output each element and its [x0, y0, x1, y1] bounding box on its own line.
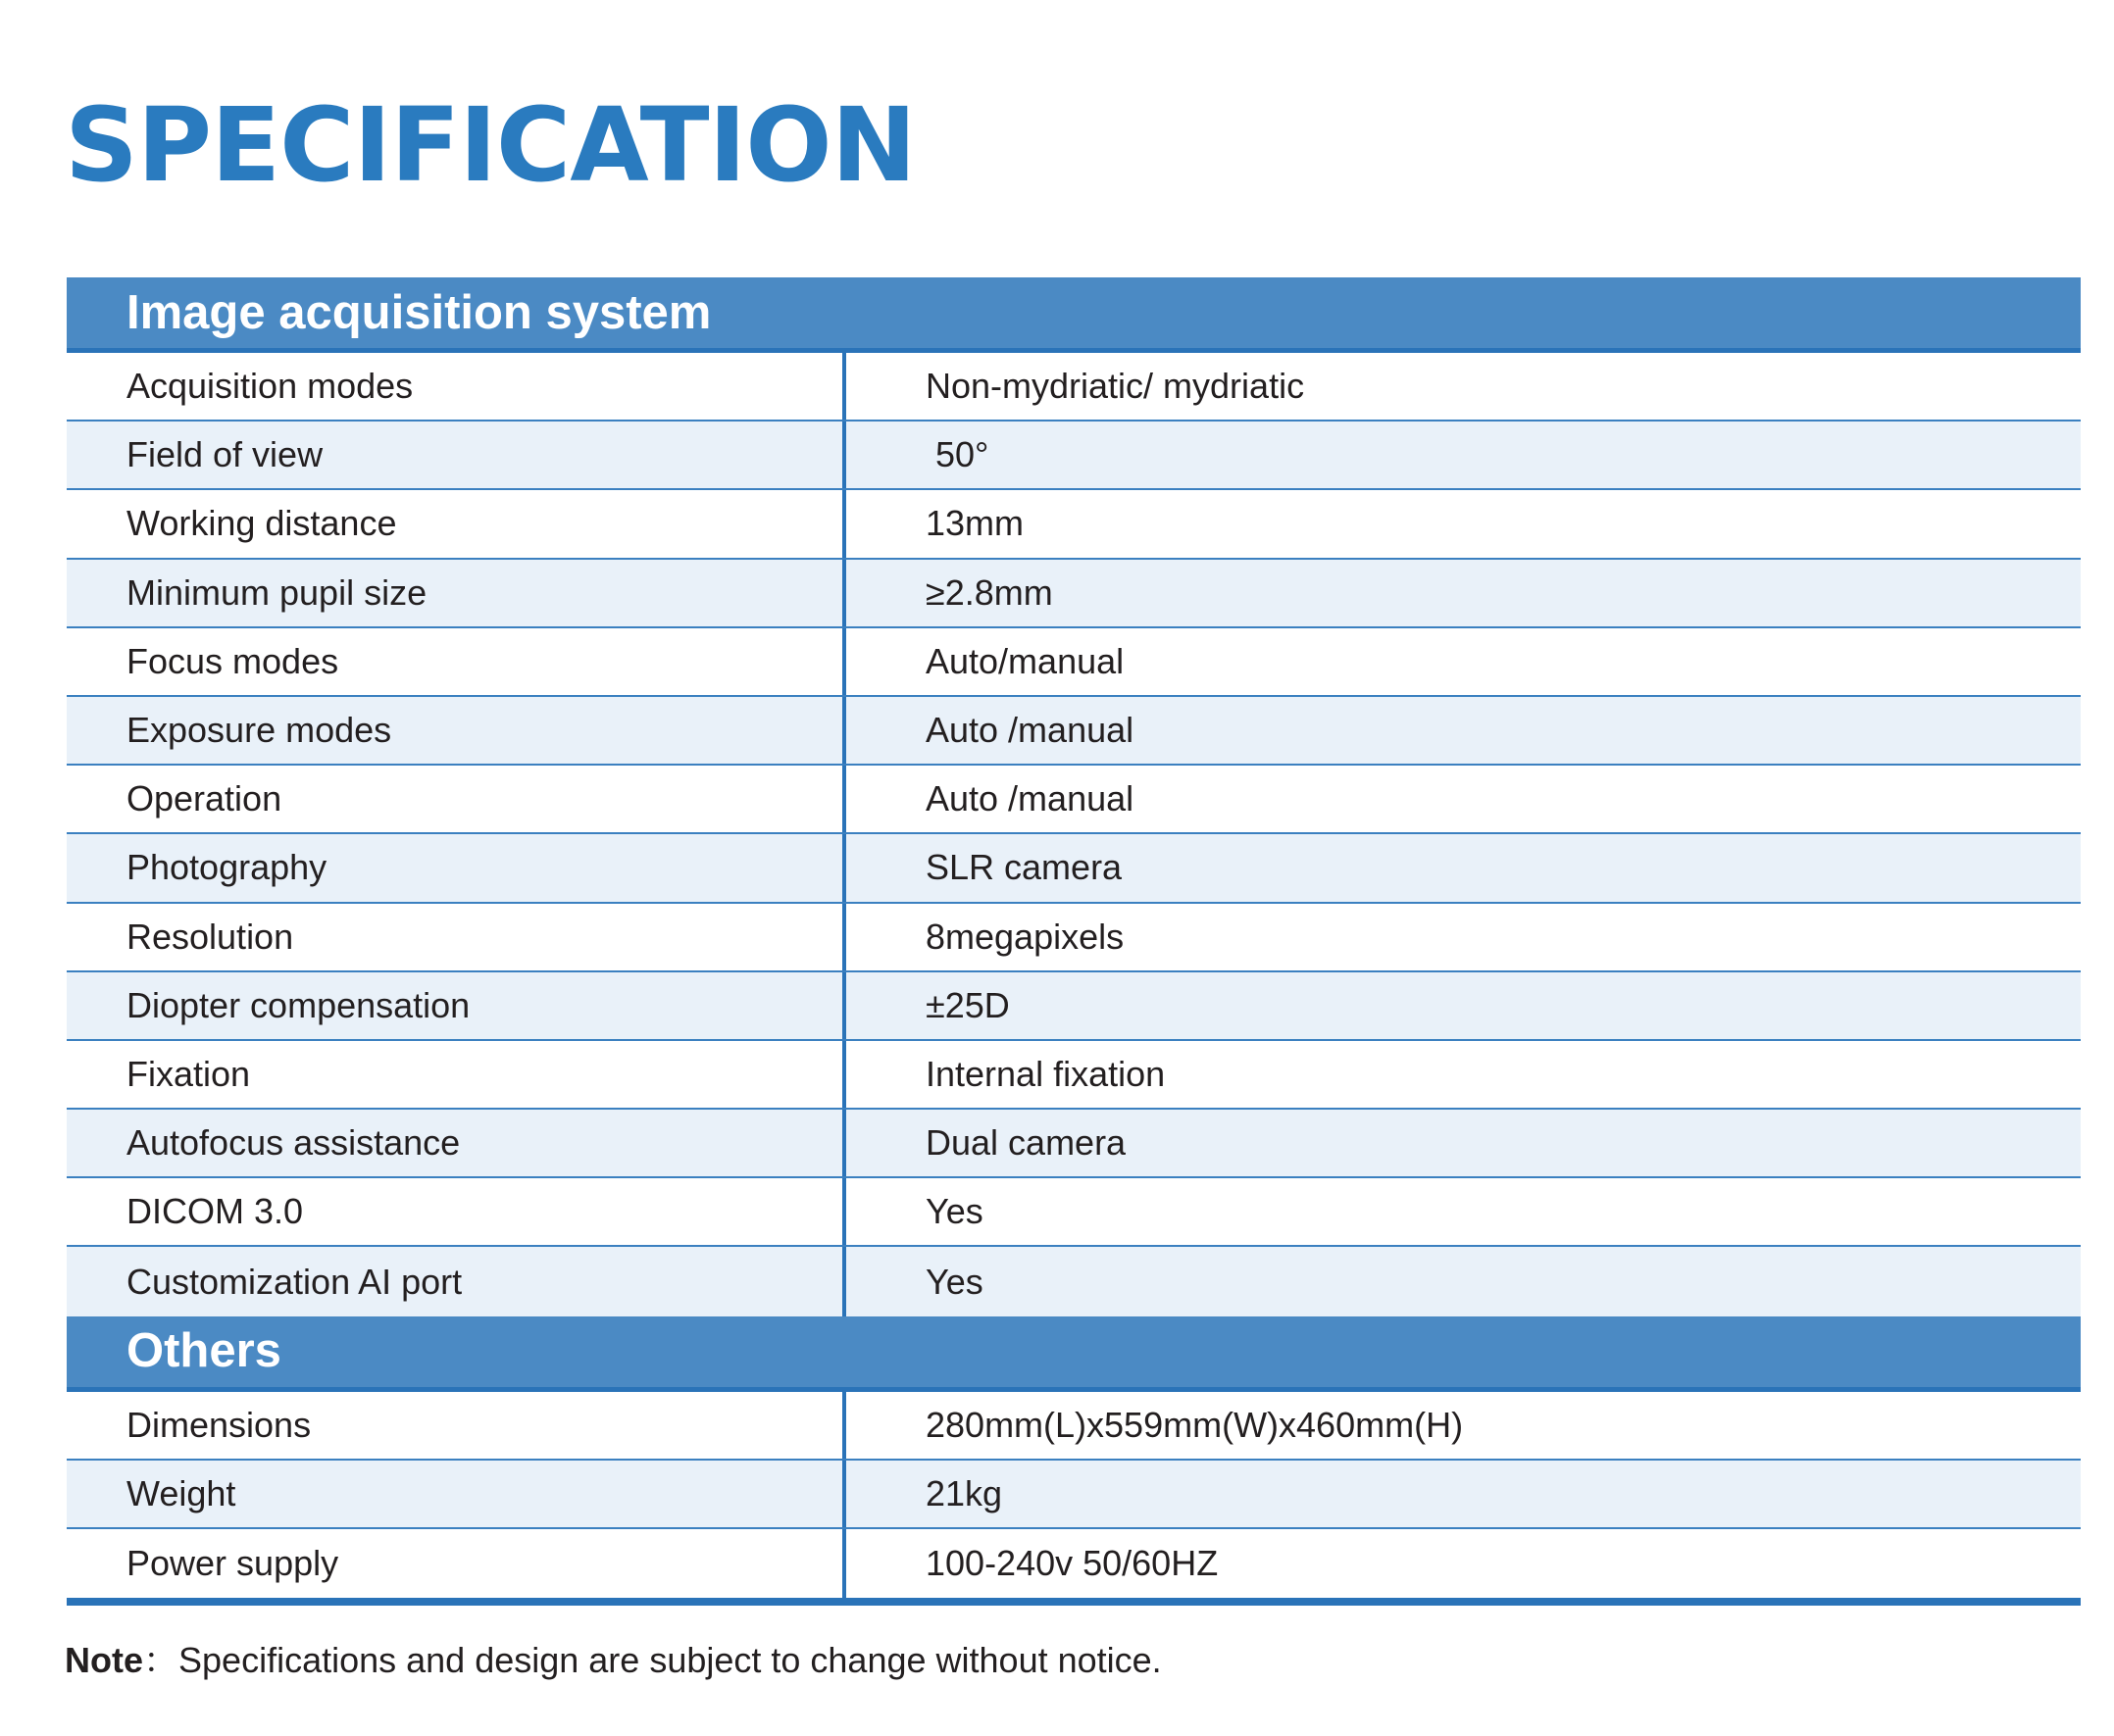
spec-value: 8megapixels [926, 916, 1125, 957]
spec-value: Yes [926, 1191, 983, 1232]
section-heading: Others [126, 1324, 281, 1378]
spec-label: Fixation [67, 1041, 846, 1108]
spec-value: 50° [926, 434, 989, 475]
spec-label: Autofocus assistance [67, 1110, 846, 1176]
table-row [67, 490, 2081, 559]
spec-value: ±25D [926, 984, 1010, 1025]
section-rows-image-acquisition [67, 353, 2081, 1316]
spec-value: 21kg [926, 1472, 1003, 1513]
spec-value: ≥2.8mm [926, 571, 1053, 613]
spec-value: SLR camera [926, 847, 1123, 888]
table-bottom-rule [67, 1598, 2081, 1606]
spec-label: Photography [67, 834, 846, 901]
table-row [67, 834, 2081, 903]
spec-label: Diopter compensation [67, 972, 846, 1039]
table-row [67, 904, 2081, 972]
spec-label: Exposure modes [67, 697, 846, 764]
spec-value: 100-240v 50/60HZ [926, 1543, 1219, 1584]
table-row [67, 766, 2081, 834]
table-row [67, 353, 2081, 422]
spec-label: Field of view [67, 422, 846, 488]
spec-label: Power supply [67, 1529, 846, 1598]
table-row [67, 628, 2081, 697]
section-header-image-acquisition [67, 277, 2081, 353]
spec-label: Dimensions [67, 1392, 846, 1459]
spec-label: Working distance [67, 490, 846, 557]
table-row [67, 1247, 2081, 1315]
table-row [67, 560, 2081, 628]
specification-table [67, 277, 2081, 1606]
spec-value: 280mm(L)x559mm(W)x460mm(H) [926, 1404, 1464, 1445]
spec-label: Minimum pupil size [67, 560, 846, 626]
footnote [65, 1640, 1162, 1680]
section-rows-others [67, 1392, 2081, 1599]
spec-value: Dual camera [926, 1122, 1127, 1164]
table-row [67, 1529, 2081, 1598]
spec-value: 13mm [926, 503, 1025, 544]
spec-value: Non-mydriatic/ mydriatic [926, 366, 1305, 407]
section-header-others [67, 1316, 2081, 1392]
note-separator: ： [143, 1640, 179, 1680]
spec-label: Acquisition modes [67, 353, 846, 420]
spec-value: Auto/manual [926, 640, 1125, 681]
spec-label: Weight [67, 1461, 846, 1527]
table-row [67, 972, 2081, 1041]
spec-value: Auto /manual [926, 778, 1134, 819]
table-row [67, 1461, 2081, 1529]
spec-value: Yes [926, 1261, 983, 1302]
spec-value: Auto /manual [926, 710, 1134, 751]
table-row [67, 1041, 2081, 1110]
spec-label: DICOM 3.0 [67, 1178, 846, 1245]
table-row [67, 697, 2081, 766]
note-label: Note [65, 1640, 143, 1680]
table-row [67, 1178, 2081, 1247]
page-title: SPECIFICATION [65, 85, 916, 205]
table-row [67, 1392, 2081, 1461]
spec-label: Focus modes [67, 628, 846, 695]
spec-label: Operation [67, 766, 846, 832]
table-row [67, 422, 2081, 490]
section-heading: Image acquisition system [126, 285, 712, 339]
note-text: Specifications and design are subject to change without notice. [178, 1640, 1162, 1680]
spec-value: Internal fixation [926, 1053, 1166, 1094]
spec-label: Customization AI port [67, 1247, 846, 1315]
table-row [67, 1110, 2081, 1178]
spec-label: Resolution [67, 904, 846, 970]
